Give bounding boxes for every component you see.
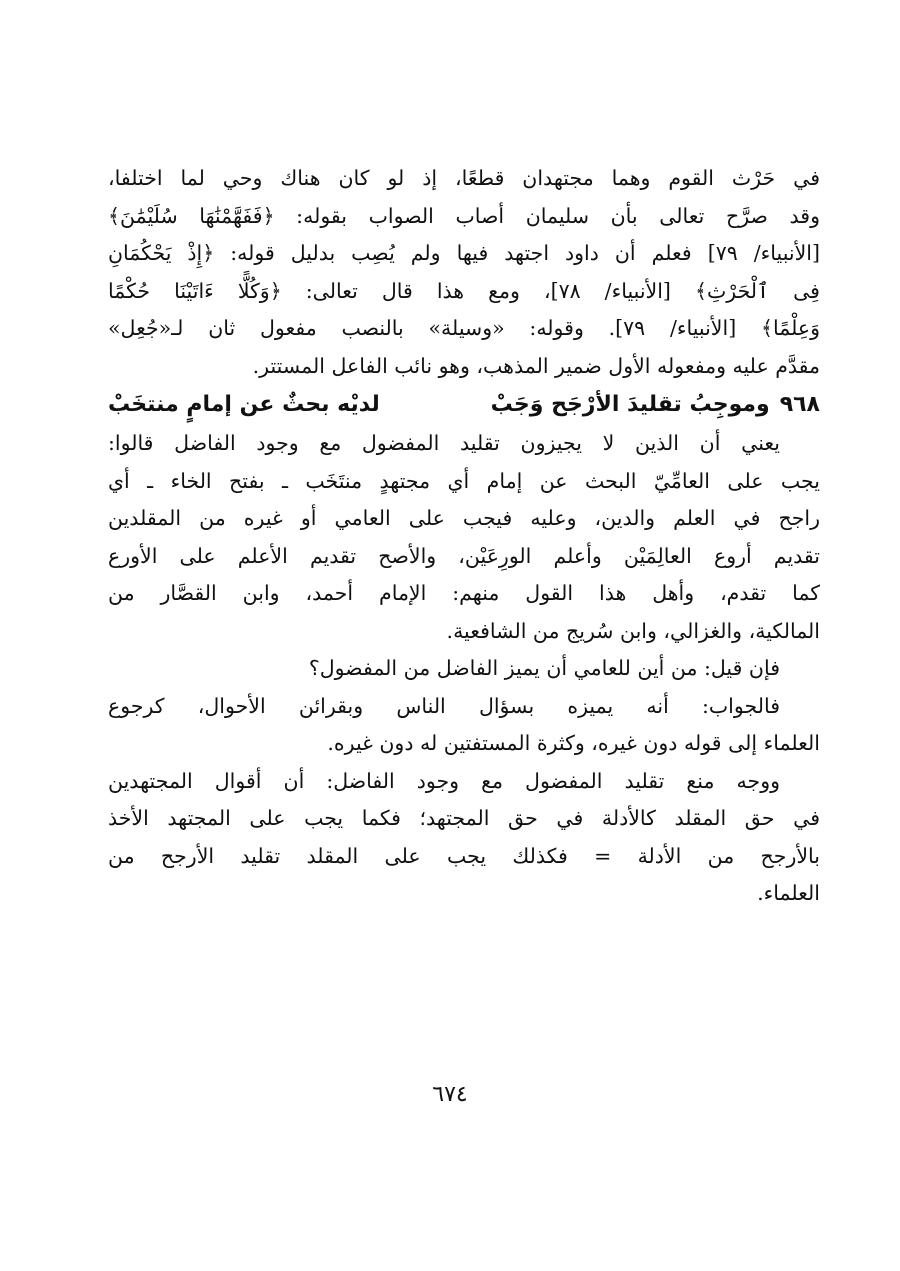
verse-number: ٩٦٨ xyxy=(779,392,820,417)
text-line: بالأرجح من الأدلة = فكذلك يجب على المقلد تقليد الأرجح من xyxy=(108,843,820,868)
text-line: راجح في العلم والدين، وعليه فيجب على العامي أو غيره من المقلدين xyxy=(108,506,820,530)
text-line: كما تقدم، وأهل هذا القول منهم: الإمام أحمد، وابن القصَّار من xyxy=(108,581,820,605)
commentary-top xyxy=(108,160,820,385)
text-line: وَعِلْمًا﴾ [الأنبياء/ ٧٩]. وقوله: «وسيلة» بالنصب مفعول ثان لـ«جُعِل» xyxy=(108,316,820,340)
text-line: في حَرْث القوم وهما مجتهدان قطعًا، إذ لو كان هناك وحي لما اختلفا، xyxy=(108,166,820,190)
text-line: العلماء إلى قوله دون غيره، وكثرة المستفتين له دون غيره. xyxy=(327,731,820,755)
text-line: [الأنبياء/ ٧٩] فعلم أن داود اجتهد فيها ولم يُصِب بدليل قوله: ﴿إِذْ يَحْكُمَانِ xyxy=(108,241,820,265)
question-paragraph xyxy=(108,650,820,688)
verse-line xyxy=(108,385,820,425)
paragraph-2 xyxy=(108,763,820,913)
text-line: وقد صرَّح تعالى بأن سليمان أصاب الصواب بقوله: ﴿فَفَهَّمْنَٰهَا سُلَيْمَٰنَ﴾ xyxy=(108,203,820,228)
paragraph-1 xyxy=(108,425,820,650)
page-number: ٦٧٤ xyxy=(432,1082,468,1107)
question-line: فإن قيل: من أين للعامي أن يميز الفاضل من المفضول؟ xyxy=(308,656,780,680)
verse-first-text: وموجِبُ تقليدَ الأرْجَح وَجَبْ xyxy=(490,392,770,417)
text-line: ووجه منع تقليد المفضول مع وجود الفاضل: أن أقوال المجتهدين xyxy=(108,768,780,793)
text-line: فالجواب: أنه يميزه بسؤال الناس وبقرائن الأحوال، كرجوع xyxy=(108,693,780,718)
text-line: يجب على العامِّيّ البحث عن إمام أي مجتهدٍ منتَخَب ـ بفتح الخاء ـ أي xyxy=(108,468,820,493)
page-content xyxy=(108,160,820,913)
text-line: فِى ٱلْحَرْثِ﴾ [الأنبياء/ ٧٨]، ومع هذا قال تعالى: ﴿وَكُلًّا ءَاتَيْنَا حُكْمًا xyxy=(108,278,820,303)
text-line: مقدَّم عليه ومفعوله الأول ضمير المذهب، وهو نائب الفاعل المستتر. xyxy=(252,353,820,378)
verse-second-hemistich: لديْه بحثٌ عن إمامٍ منتخَبْ xyxy=(108,392,380,417)
answer-paragraph xyxy=(108,688,820,763)
verse-first-hemistich xyxy=(491,385,820,425)
text-line: في حق المقلد كالأدلة في حق المجتهد؛ فكما يجب على المجتهد الأخذ xyxy=(108,806,820,830)
text-line: المالكية، والغزالي، وابن سُريج من الشافعية. xyxy=(446,618,820,643)
text-line: يعني أن الذين لا يجيزون تقليد المفضول مع وجود الفاضل قالوا: xyxy=(108,431,780,455)
text-line: العلماء. xyxy=(757,881,820,905)
text-line: تقديم أروع العالِمَيْن وأعلم الورِعَيْن، والأصح تقديم الأعلم على الأورع xyxy=(108,543,820,568)
